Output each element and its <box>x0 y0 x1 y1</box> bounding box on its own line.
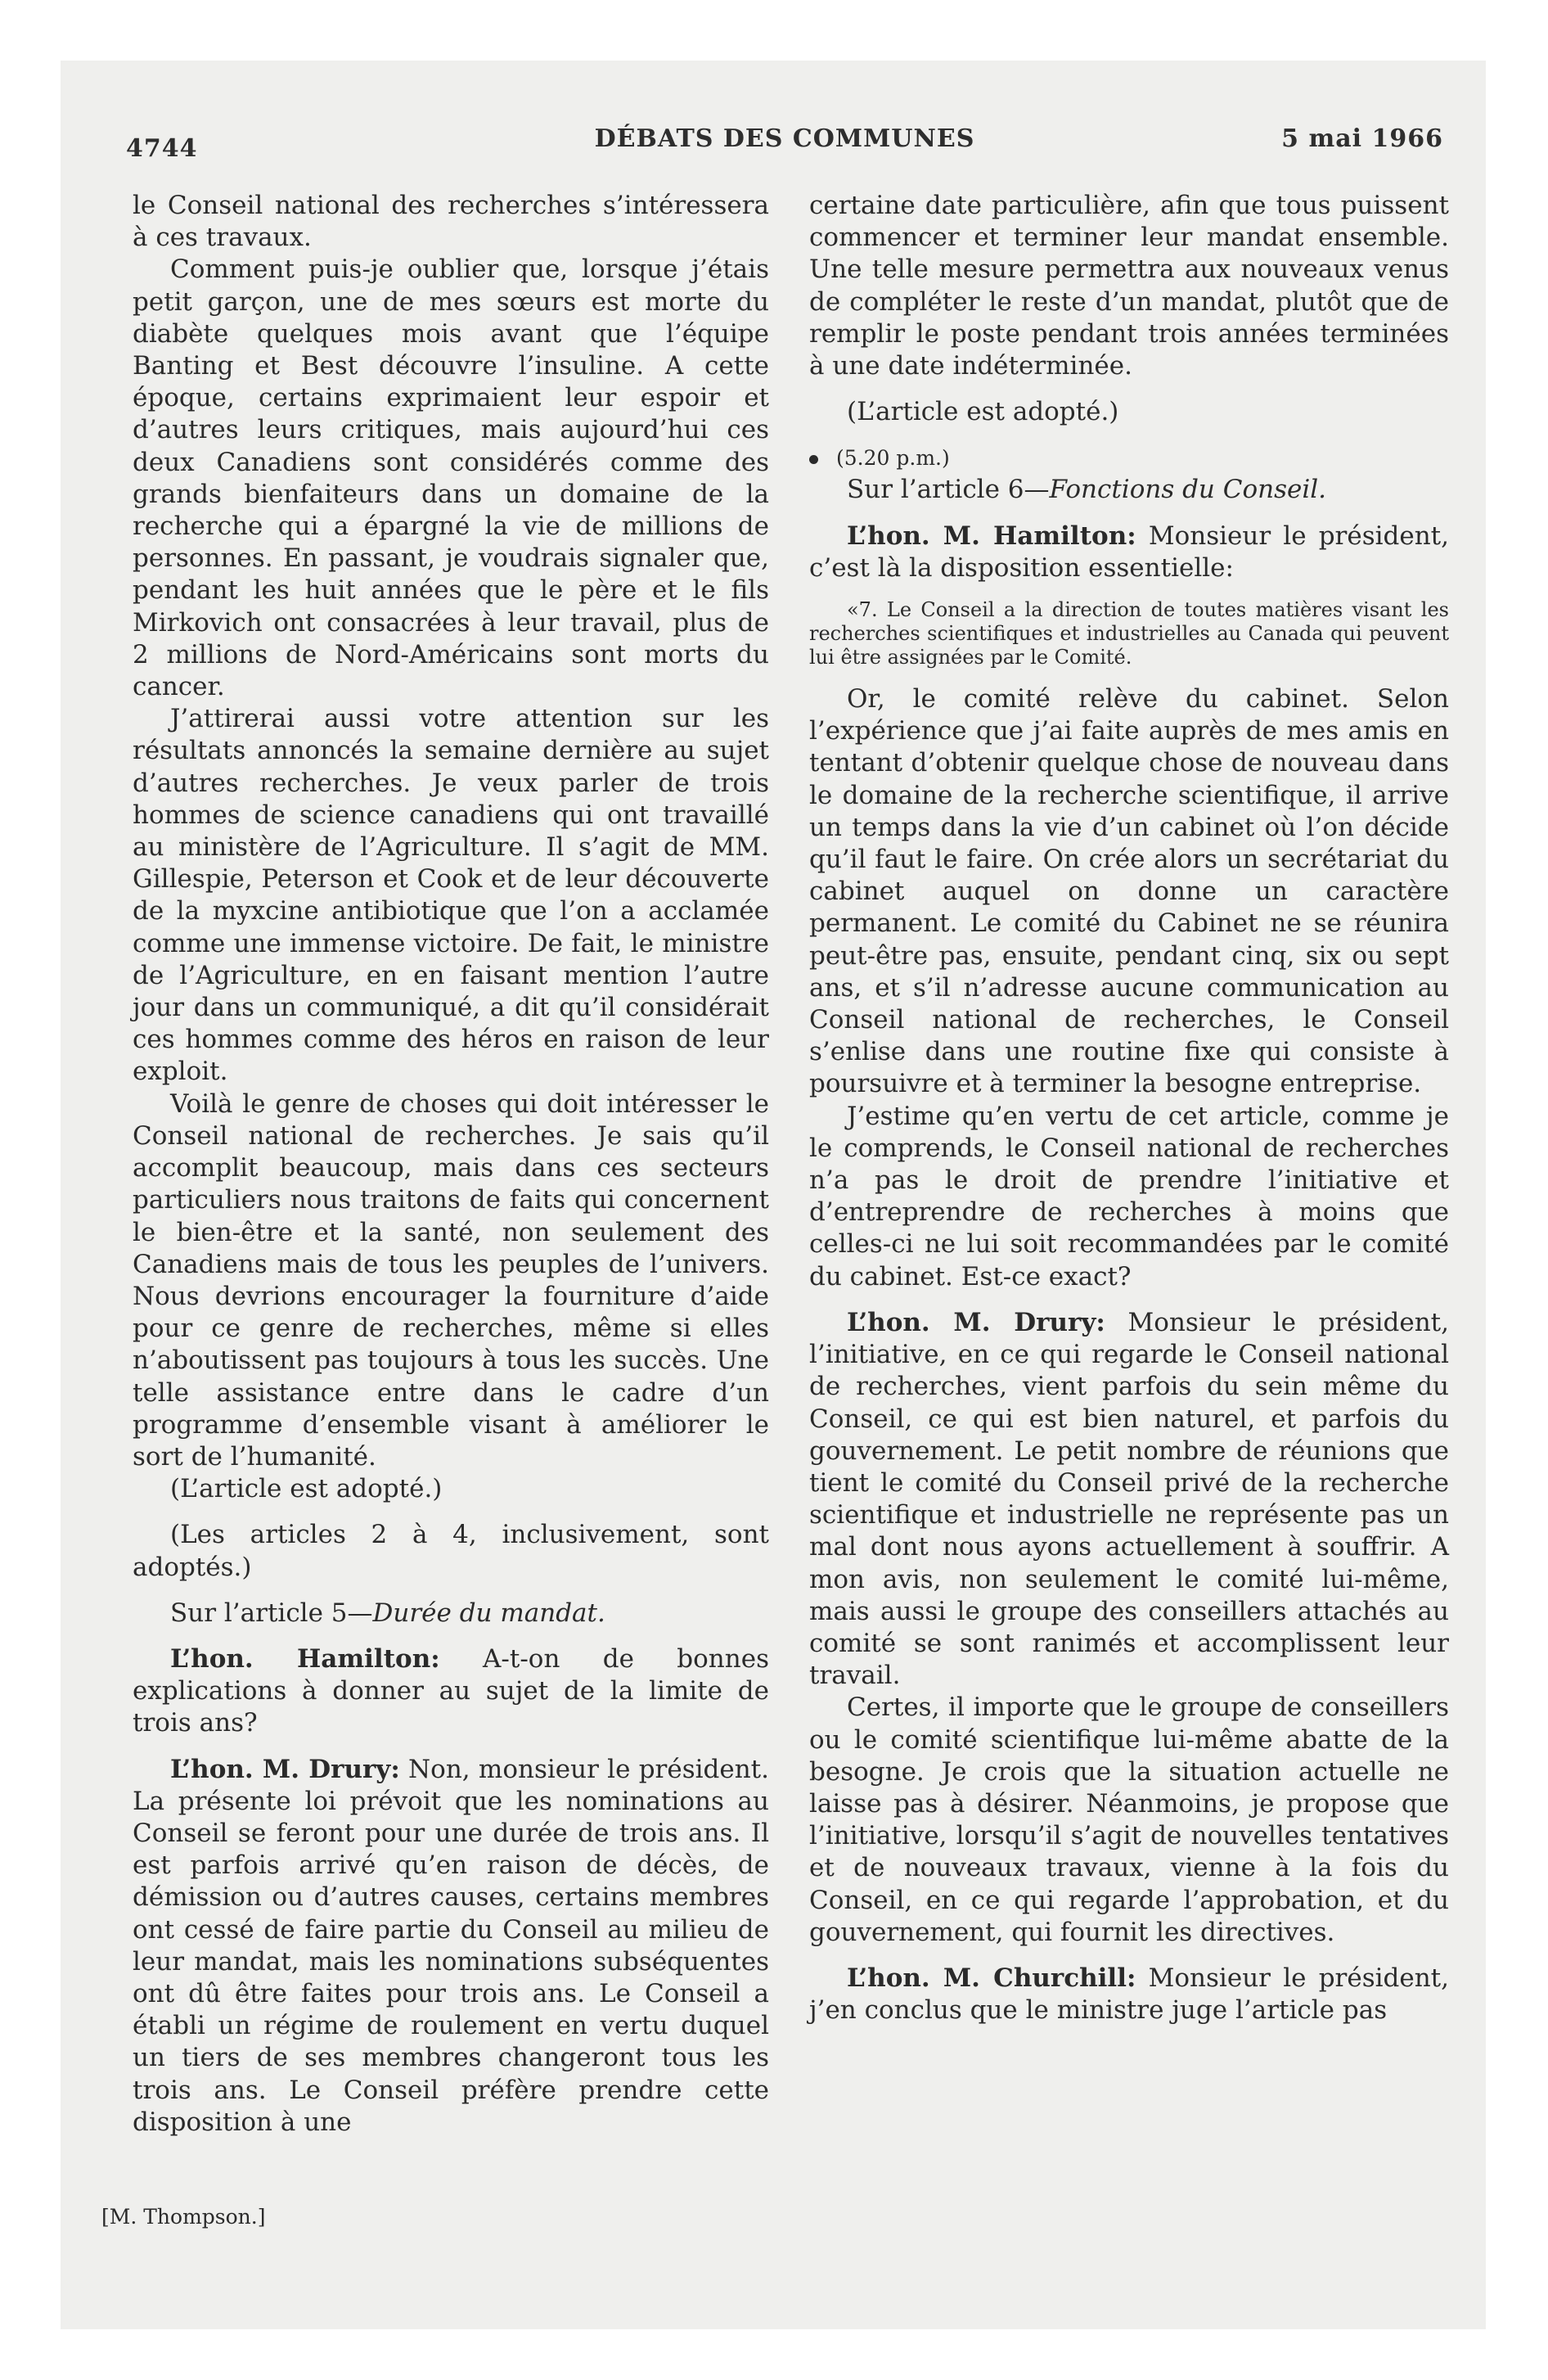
paragraph: J’estime qu’en vertu de cet article, comme je le comprends, le Conseil national de recherches n’a pas le droit de prendre l’initiative et d’entreprendre de recherches à moins que celles-ci ne lui soit recommandées par le comité du cabinet. Est-ce exact? <box>809 1101 1449 1291</box>
speech <box>809 521 1449 584</box>
page-date: 5 mai 1966 <box>1281 124 1443 153</box>
left-column <box>133 190 769 2139</box>
document-page <box>61 61 1486 2329</box>
page-header <box>126 124 1443 163</box>
time-text: (5.20 p.m.) <box>836 446 950 471</box>
speech-text: Monsieur le président, l’initiative, en ce qui regarde le Conseil national de recherches, vient parfois du sein même du Conseil, ce qui est bien naturel, et parfois du gouvernement. Le petit nombre de réunions que tient le comité du Conseil privé de la recherche scientifique et industrielle ne représente pas un mal dont nous ayons actuellement à souffrir. A mon avis, non seulement le comité lui-même, mais aussi le groupe des conseillers attachés au comité se sont ranimés et accomplissent leur travail. <box>809 1307 1449 1691</box>
speech <box>133 1754 769 2139</box>
speaker-name: L’hon. M. Churchill: <box>847 1963 1136 1993</box>
section-prefix: Sur l’article 6— <box>847 475 1050 505</box>
speaker-name: L’hon. M. Drury: <box>170 1754 400 1784</box>
speaker-reference: [M. Thompson.] <box>101 2205 266 2229</box>
speech-text: A-t-on de bonnes explications à donner au sujet de la limite de trois ans? <box>133 1643 769 1738</box>
paragraph: Voilà le genre de choses qui doit intéresser le Conseil national de recherches. Je sais qu’il accomplit beaucoup, mais dans ces secteurs particuliers nous traitons de faits qui concernent le bien-être et la santé, non seulement des Canadiens mais de tous les peuples de l’univers. Nous devrions encourager la fourniture d’aide pour ce genre de recherches, même si elles n’aboutissent pas toujours à tous les succès. Une telle assistance entre dans le cadre d’un programme d’ensemble visant à améliorer le sort de l’humanité. <box>133 1089 769 1472</box>
right-column <box>809 190 1449 2026</box>
speech <box>133 1643 769 1740</box>
quoted-clause: «7. Le Conseil a la direction de toutes matières visant les recherches scientifiques et industrielles au Canada qui peuvent lui être assignées par le Comité. <box>809 598 1449 669</box>
page-title: DÉBATS DES COMMUNES <box>594 124 975 153</box>
paragraph: (L’article est adopté.) <box>847 397 1119 427</box>
speech-text: Monsieur le président, j’en conclus que le ministre juge l’article pas <box>809 1963 1449 2026</box>
page-number: 4744 <box>126 134 198 163</box>
paragraph: (L’article est adopté.) <box>170 1474 443 1504</box>
paragraph: Comment puis-je oublier que, lorsque j’étais petit garçon, une de mes sœurs est morte du diabète quelques mois avant que l’équipe Banting et Best découvre l’insuline. A cette époque, certains exprimaient leur espoir et d’autres leurs critiques, mais aujourd’hui ces deux Canadiens sont considérés comme des grands bienfaiteurs dans un domaine de la recherche qui a épargné la vie de millions de personnes. En passant, je voudrais signaler que, pendant les huit années que le père et le fils Mirkovich ont consacrées à leur travail, plus de 2 millions de Nord-Américains sont morts du cancer. <box>133 255 769 702</box>
speech <box>809 1307 1449 1692</box>
speaker-name: L’hon. Hamilton: <box>170 1643 440 1674</box>
speech <box>809 1963 1449 2026</box>
speech-text: Monsieur le président, c’est là la disposition essentielle: <box>809 521 1449 583</box>
paragraph: certaine date particulière, afin que tous puissent commencer et terminer leur mandat ensemble. Une telle mesure permettra aux nouveaux venus de compléter le reste d’un mandat, plutôt que de remplir le poste pendant trois années terminées à une date indéterminée. <box>809 191 1449 381</box>
section-heading <box>133 1598 769 1629</box>
paragraph: Or, le comité relève du cabinet. Selon l’expérience que j’ai faite auprès de mes amis en tentant d’obtenir quelque chose de nouveau dans le domaine de la recherche scientifique, il arrive un temps dans la vie d’un cabinet où l’on décide qu’il faut le faire. On crée alors un secrétariat du cabinet auquel on donne un caractère permanent. Le comité du Cabinet ne se réunira peut-être pas, ensuite, pendant cinq, six ou sept ans, et s’il n’adresse aucune communication au Conseil national de recherches, le Conseil s’enlise dans une routine fixe qui consiste à poursuivre et à terminer la besogne entreprise. <box>809 684 1449 1099</box>
section-title: Durée du mandat. <box>372 1598 605 1628</box>
speech-text: Non, monsieur le président. La présente loi prévoit que les nominations au Conseil se feront pour une durée de trois ans. Il est parfois arrivé qu’en raison de décès, de démission ou d’autres causes, certains membres ont cessé de faire partie du Conseil au milieu de leur mandat, mais les nominations subséquentes ont dû être faites pour trois ans. Le Conseil a établi un régime de roulement en vertu duquel un tiers de ses membres changeront tous les trois ans. Le Conseil préfère prendre cette disposition à une <box>133 1754 769 2137</box>
time-marker <box>809 442 1449 474</box>
section-prefix: Sur l’article 5— <box>170 1598 373 1628</box>
section-heading <box>809 474 1449 506</box>
paragraph: J’attirerai aussi votre attention sur les résultats annoncés la semaine dernière au sujet d’autres recherches. Je veux parler de trois hommes de science canadiens qui ont travaillé au ministère de l’Agriculture. Il s’agit de MM. Gillespie, Peterson et Cook et de leur découverte de la myxcine antibiotique que l’on a acclamée comme une immense victoire. De fait, le ministre de l’Agriculture, en en faisant mention l’autre jour dans un communiqué, a dit qu’il considérait ces hommes comme des héros en raison de leur exploit. <box>133 704 769 1087</box>
paragraph: le Conseil national des recherches s’intéressera à ces travaux. <box>133 191 769 253</box>
bullet-icon <box>809 455 818 464</box>
speaker-name: L’hon. M. Drury: <box>847 1307 1105 1337</box>
speaker-name: L’hon. M. Hamilton: <box>847 521 1136 551</box>
paragraph: (Les articles 2 à 4, inclusivement, sont adoptés.) <box>133 1520 769 1582</box>
section-title: Fonctions du Conseil. <box>1049 475 1327 505</box>
paragraph: Certes, il importe que le groupe de conseillers ou le comité scientifique lui-même abatte de la besogne. Je crois que la situation actuelle ne laisse pas à désirer. Néanmoins, je propose que l’initiative, lorsqu’il s’agit de nouvelles tentatives et de nouveaux travaux, vienne à la fois du Conseil, en ce qui regarde l’approbation, et du gouvernement, qui fournit les directives. <box>809 1693 1449 1947</box>
